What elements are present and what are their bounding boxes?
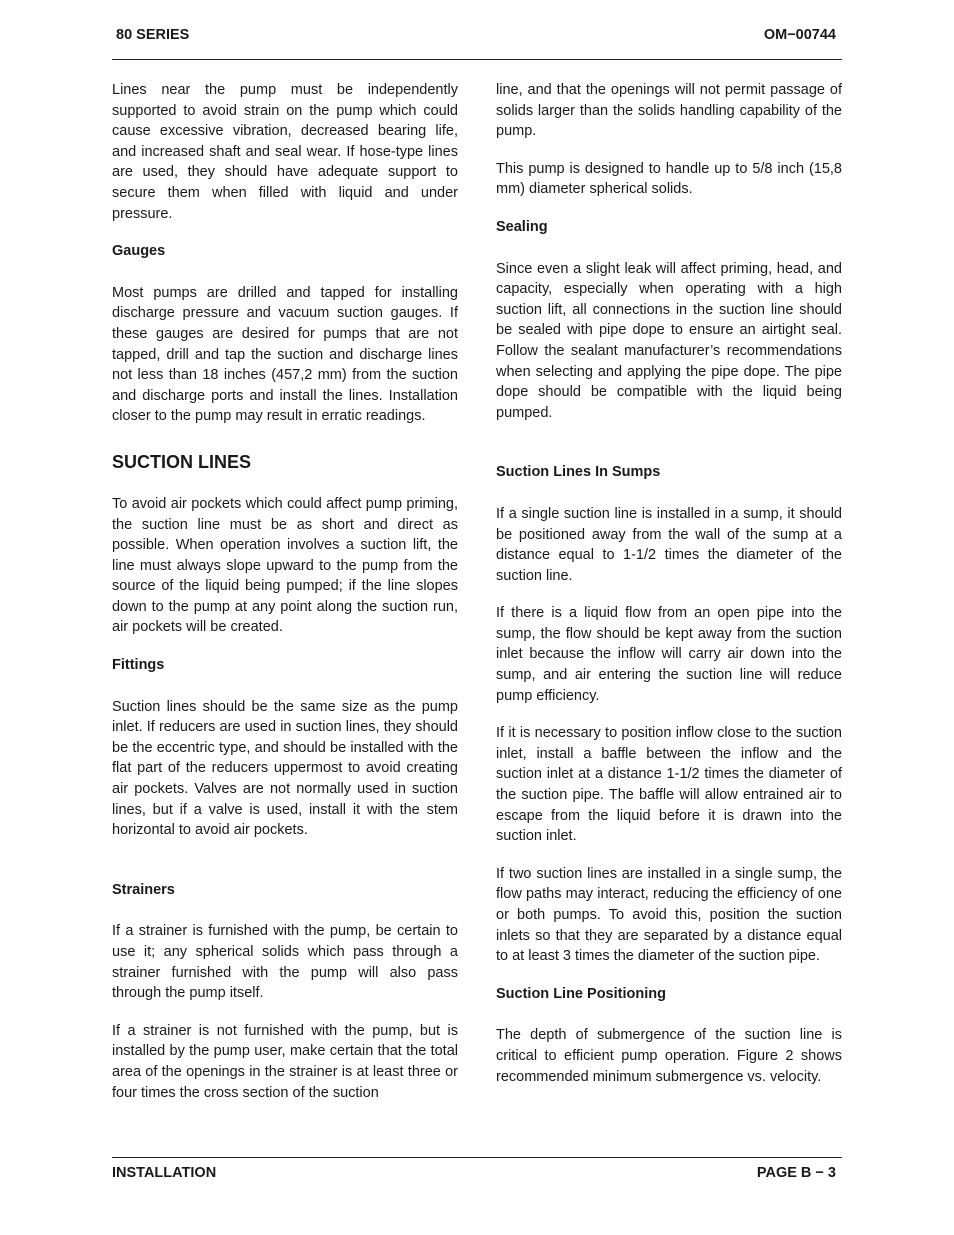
series-label: 80 SERIES xyxy=(116,27,190,43)
fittings-paragraph: Suction lines should be the same size as the pump inlet. If reducers are used in suction lines, they should be the eccentric type, and should be installed with the flat part of the reducers uppermost to avoid creating air pockets. Valves are not normally used in suction lines, but if a valve is used, install it with the stem horizontal to avoid air pockets. xyxy=(112,698,458,839)
strainers-paragraph-1: If a strainer is furnished with the pump, be certain to use it; any spherical solids which pass through a strainer furnished with the pump will also pass through the pump itself. xyxy=(112,923,458,1002)
strainers-heading: Strainers xyxy=(112,881,175,898)
sealing-paragraph: Since even a slight leak will affect priming, head, and capacity, especially when operating with a high suction lift, all connections in the suction line should be sealed with pipe dope to ensure an airtight seal. Follow the sealant manufacturer’s recommendations when selecting and applying the pipe dope. The pipe dope should be compatible with the liquid being pumped. xyxy=(496,260,842,421)
sealing-heading: Sealing xyxy=(496,218,548,235)
right-column xyxy=(496,80,842,1104)
header-divider xyxy=(112,59,842,60)
sumps-heading: Suction Lines In Sumps xyxy=(496,464,661,481)
suction-lines-paragraph: To avoid air pockets which could affect pump priming, the suction line must be as short and direct as possible. When operation involves a suction lift, the line must always slope upward to the pump from the source of the liquid being pumped; if the line slopes down to the pump at any point along the suction run, air pockets will be created. xyxy=(112,495,458,636)
sumps-paragraph-2: If there is a liquid flow from an open pipe into the sump, the flow should be kept away from the suction inlet because the inflow will carry air down into the sump, and air entering the suction line will reduce pump efficiency. xyxy=(496,605,842,704)
gauges-heading: Gauges xyxy=(112,243,166,260)
footer-divider xyxy=(112,1157,842,1158)
suction-lines-heading: SUCTION LINES xyxy=(112,451,252,472)
sumps-paragraph-4: If two suction lines are installed in a single sump, the flow paths may interact, reducing the efficiency of one or both pumps. To avoid this, position the suction inlets so that they are separated by a distance equal to at least 3 times the diameter of the suction pipe. xyxy=(496,865,842,965)
strainers-continuation-paragraph: line, and that the openings will not permit passage of solids larger than the solids handling capability of the pump. xyxy=(496,82,842,140)
section-label: INSTALLATION xyxy=(112,1165,217,1181)
fittings-heading: Fittings xyxy=(112,657,165,674)
left-column xyxy=(112,80,458,1120)
document-number: OM−00744 xyxy=(763,27,836,43)
gauges-paragraph: Most pumps are drilled and tapped for installing discharge pressure and vacuum suction gauges. If these gauges are desired for pumps that are not tapped, drill and tap the suction and discharge lines not less than 18 inches (457,2 mm) from the suction and discharge ports and install the lines. Installation closer to the pump may result in erratic readings. xyxy=(112,284,458,425)
sumps-paragraph-1: If a single suction line is installed in a sump, it should be positioned away from the wall of the sump at a distance equal to 1-1/2 times the diameter of the suction line. xyxy=(496,505,842,584)
positioning-paragraph: The depth of submergence of the suction line is critical to efficient pump operation. Figure 2 shows recommended minimum submergence vs. velocity. xyxy=(496,1027,842,1085)
strainers-paragraph-2: If a strainer is not furnished with the pump, but is installed by the pump user, make certain that the total area of the openings in the strainer is at least three or four times the cross section of the suction xyxy=(112,1022,458,1101)
sumps-paragraph-3: If it is necessary to position inflow close to the suction inlet, install a baffle between the inflow and the suction inlet at a distance 1-1/2 times the diameter of the suction pipe. The baffle will allow entrained air to escape from the liquid before it is drawn into the suction inlet. xyxy=(496,725,842,845)
page-number: PAGE B − 3 xyxy=(756,1165,836,1181)
intro-paragraph: Lines near the pump must be independently supported to avoid strain on the pump which could cause excessive vibration, decreased bearing life, and increased shaft and seal wear. If hose-type lines are used, they should have adequate support to secure them when filled with liquid and under pressure. xyxy=(112,82,458,222)
page-footer xyxy=(112,1165,836,1185)
solids-paragraph: This pump is designed to handle up to 5/8 inch (15,8 mm) diameter spherical solids. xyxy=(496,160,842,198)
page-header xyxy=(112,27,836,47)
positioning-heading: Suction Line Positioning xyxy=(496,985,666,1002)
